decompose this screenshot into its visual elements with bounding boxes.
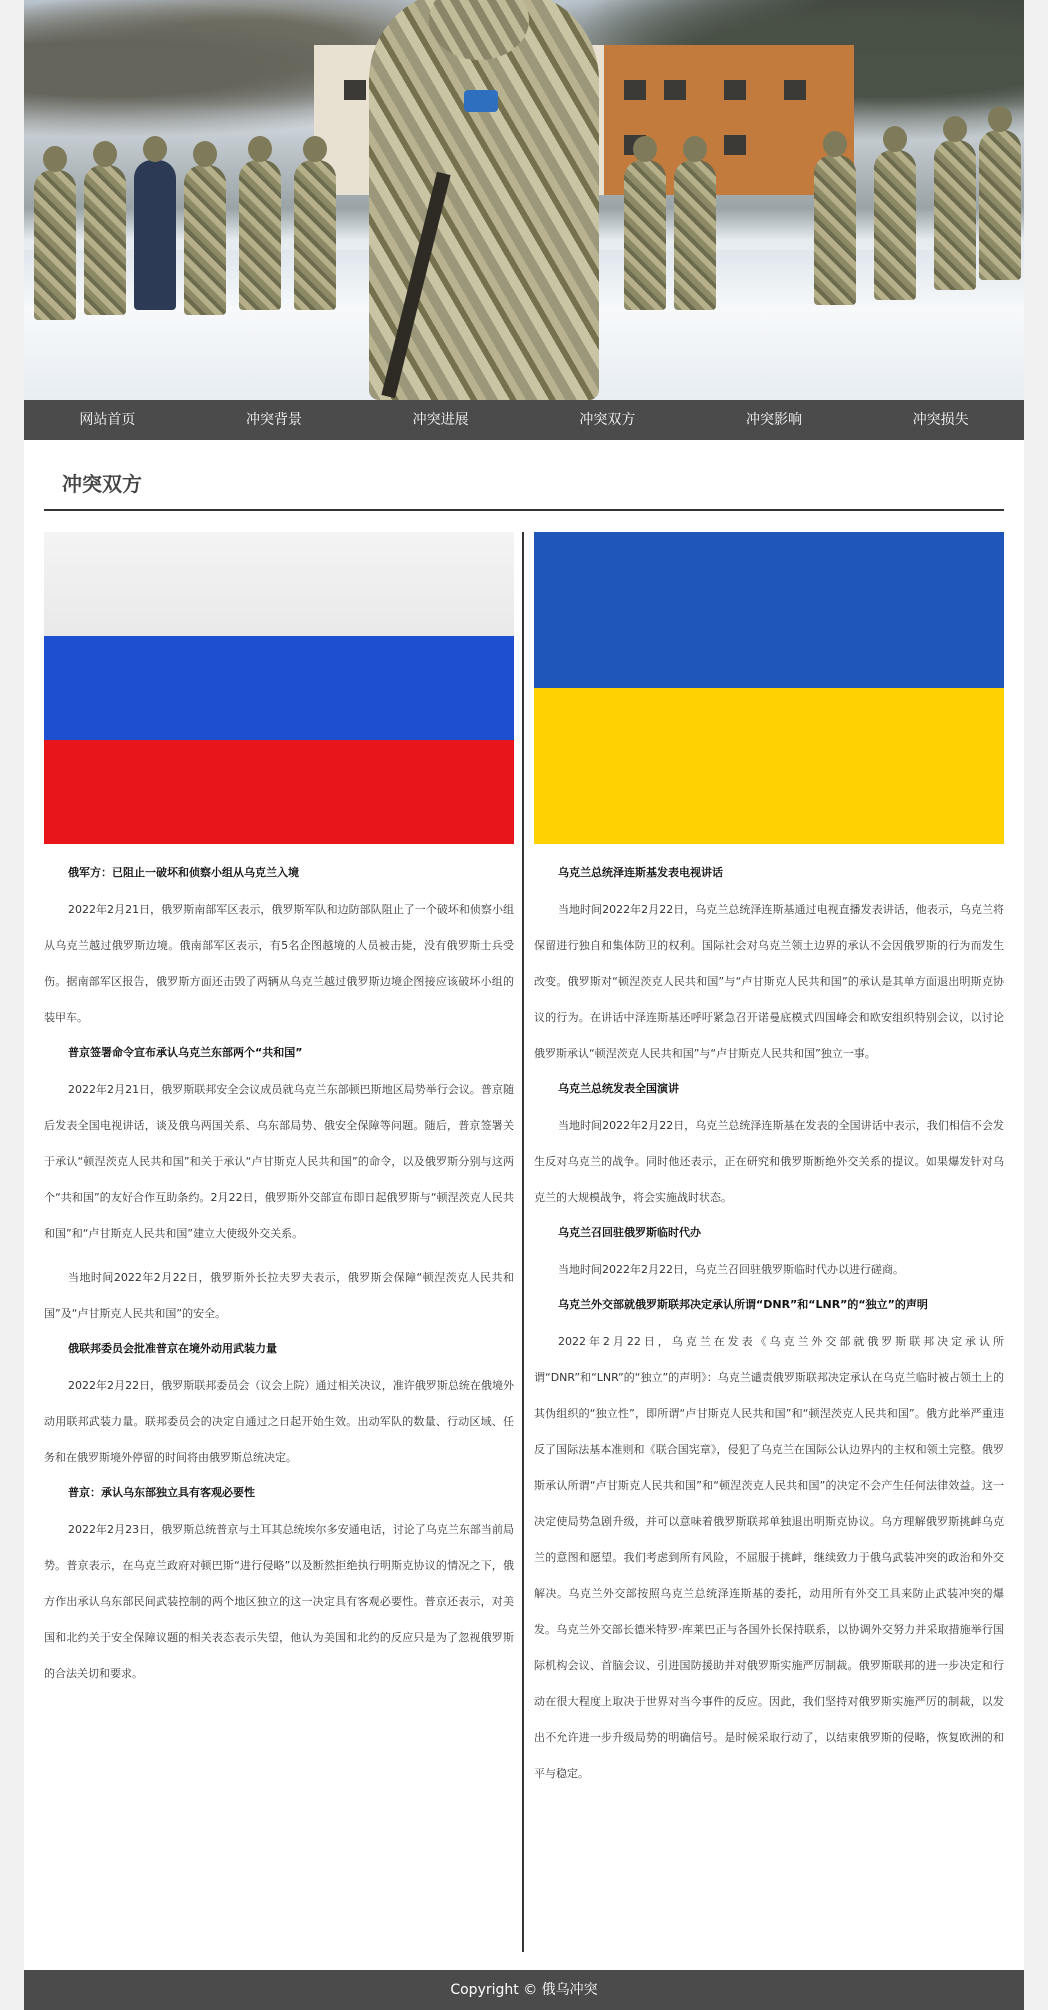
ukraine-flag-image bbox=[534, 532, 1004, 844]
ukraine-articles bbox=[534, 864, 1004, 1792]
nav-item-losses[interactable]: 冲突损失 bbox=[912, 412, 969, 428]
russia-flag-image bbox=[44, 532, 514, 844]
nav-item-home[interactable]: 网站首页 bbox=[79, 412, 136, 428]
section-divider bbox=[44, 509, 1004, 511]
column-divider bbox=[522, 532, 524, 1952]
article-paragraph: 当地时间2022年2月22日，乌克兰总统泽连斯基在发表的全国讲话中表示，我们相信不会发生反对乌克兰的战争。同时他还表示，正在研究和俄罗斯断绝外交关系的提议。如果爆发针对乌克兰的大规模战争，将会实施战时状态。 bbox=[534, 1119, 1004, 1204]
page-container bbox=[24, 0, 1024, 2010]
russia-column bbox=[44, 532, 514, 1700]
nav-item-background[interactable]: 冲突背景 bbox=[246, 412, 302, 428]
article-paragraph: 2022年2月23日，俄罗斯总统普京与土耳其总统埃尔多安通电话，讨论了乌克兰东部当前局势。普京表示，在乌克兰政府对顿巴斯“进行侵略”以及断然拒绝执行明斯克协议的情况之下，俄方作出承认乌东部民间武装控制的两个地区独立的这一决定具有客观必要性。普京还表示，对美国和北约关于安全保障议题的相关表态表示失望，他认为美国和北约的反应只是为了忽视俄罗斯的合法关切和要求。 bbox=[44, 1523, 514, 1680]
article-heading: 乌克兰总统发表全国演讲 bbox=[558, 1082, 679, 1095]
nav-item-parties[interactable]: 冲突双方 bbox=[579, 412, 636, 428]
article-paragraph: 2022年2月22日，俄罗斯联邦委员会（议会上院）通过相关决议，准许俄罗斯总统在俄境外动用联邦武装力量。联邦委员会的决定自通过之日起开始生效。出动军队的数量、行动区域、任务和在俄罗斯境外停留的时间将由俄罗斯总统决定。 bbox=[44, 1379, 514, 1464]
section-title: 冲突双方 bbox=[62, 472, 142, 496]
article-heading: 普京签署命令宣布承认乌克兰东部两个“共和国” bbox=[68, 1046, 303, 1059]
article-heading: 俄军方：已阻止一破坏和侦察小组从乌克兰入境 bbox=[68, 866, 299, 879]
article-heading: 乌克兰召回驻俄罗斯临时代办 bbox=[558, 1226, 701, 1239]
article-heading: 普京：承认乌东部独立具有客观必要性 bbox=[68, 1486, 255, 1499]
article-heading: 俄联邦委员会批准普京在境外动用武装力量 bbox=[68, 1342, 277, 1355]
nav-item-impact[interactable]: 冲突影响 bbox=[746, 412, 803, 428]
article-paragraph: 当地时间2022年2月22日，乌克兰总统泽连斯基通过电视直播发表讲话，他表示，乌克兰将保留进行独自和集体防卫的权利。国际社会对乌克兰领土边界的承认不会因俄罗斯的行为而发生改变。俄罗斯对“顿涅茨克人民共和国”与“卢甘斯克人民共和国”的承认是其单方面退出明斯克协议的行为。在讲话中泽连斯基还呼吁紧急召开诺曼底模式四国峰会和欧安组织特别会议，以讨论俄罗斯承认“顿涅茨克人民共和国”与“卢甘斯克人民共和国”独立一事。 bbox=[534, 903, 1004, 1060]
hero-banner-image bbox=[24, 0, 1024, 400]
article-paragraph: 2022年2月22日，乌克兰在发表《乌克兰外交部就俄罗斯联邦决定承认所谓“DNR”和“LNR”的“独立”的声明》：乌克兰谴责俄罗斯联邦决定承认在乌克兰临时被占领土上的其伪组织的“独立性”，即所谓“卢甘斯克人民共和国”和“顿涅茨克人民共和国”。俄方此举严重违反了国际法基本准则和《联合国宪章》，侵犯了乌克兰在国际公认边界内的主权和领土完整。俄罗斯承认所谓“卢甘斯克人民共和国”和“顿涅茨克人民共和国”的决定不会产生任何法律效益。这一决定使局势急剧升级，并可以意味着俄罗斯联邦单独退出明斯克协议。乌方理解俄罗斯挑衅乌克兰的意图和愿望。我们考虑到所有风险，不屈服于挑衅，继续致力于俄乌武装冲突的政治和外交解决。乌克兰外交部按照乌克兰总统泽连斯基的委托，动用所有外交工具来防止武装冲突的爆发。乌克兰外交部长德米特罗·库莱巴正与各国外长保持联系，以协调外交努力并采取措施举行国际机构会议、首脑会议、引进国防援助并对俄罗斯实施严厉制裁。俄罗斯联邦的进一步决定和行动在很大程度上取决于世界对当今事件的反应。因此，我们坚持对俄罗斯实施严厉的制裁，以发出不允许进一步升级局势的明确信号。是时候采取行动了，以结束俄罗斯的侵略，恢复欧洲的和平与稳定。 bbox=[534, 1335, 1004, 1780]
article-paragraph: 当地时间2022年2月22日，俄罗斯外长拉夫罗夫表示，俄罗斯会保障“顿涅茨克人民共和国”及“卢甘斯克人民共和国”的安全。 bbox=[44, 1271, 514, 1320]
article-paragraph: 当地时间2022年2月22日，乌克兰召回驻俄罗斯临时代办以进行磋商。 bbox=[558, 1263, 904, 1276]
footer-copyright: Copyright © 俄乌冲突 bbox=[24, 1970, 1024, 2010]
nav-item-progress[interactable]: 冲突进展 bbox=[412, 412, 469, 428]
article-heading: 乌克兰外交部就俄罗斯联邦决定承认所谓“DNR”和“LNR”的“独立”的声明 bbox=[558, 1298, 928, 1311]
main-nav bbox=[24, 400, 1024, 440]
russia-articles bbox=[44, 864, 514, 1692]
article-heading: 乌克兰总统泽连斯基发表电视讲话 bbox=[558, 866, 723, 879]
ukraine-column bbox=[534, 532, 1004, 1800]
article-paragraph: 2022年2月21日，俄罗斯南部军区表示，俄罗斯军队和边防部队阻止了一个破坏和侦察小组从乌克兰越过俄罗斯边境。俄南部军区表示，有5名企图越境的人员被击毙，没有俄罗斯士兵受伤。据南部军区报告，俄罗斯方面还击毁了两辆从乌克兰越过俄罗斯边境企图接应该破坏小组的装甲车。 bbox=[44, 903, 514, 1024]
article-paragraph: 2022年2月21日，俄罗斯联邦安全会议成员就乌克兰东部顿巴斯地区局势举行会议。普京随后发表全国电视讲话，谈及俄乌两国关系、乌东部局势、俄安全保障等问题。随后，普京签署关于承认“顿涅茨克人民共和国”和关于承认“卢甘斯克人民共和国”的命令，以及俄罗斯分别与这两个“共和国”的友好合作互助条约。2月22日，俄罗斯外交部宣布即日起俄罗斯与“顿涅茨克人民共和国”和“卢甘斯克人民共和国”建立大使级外交关系。 bbox=[44, 1083, 514, 1240]
